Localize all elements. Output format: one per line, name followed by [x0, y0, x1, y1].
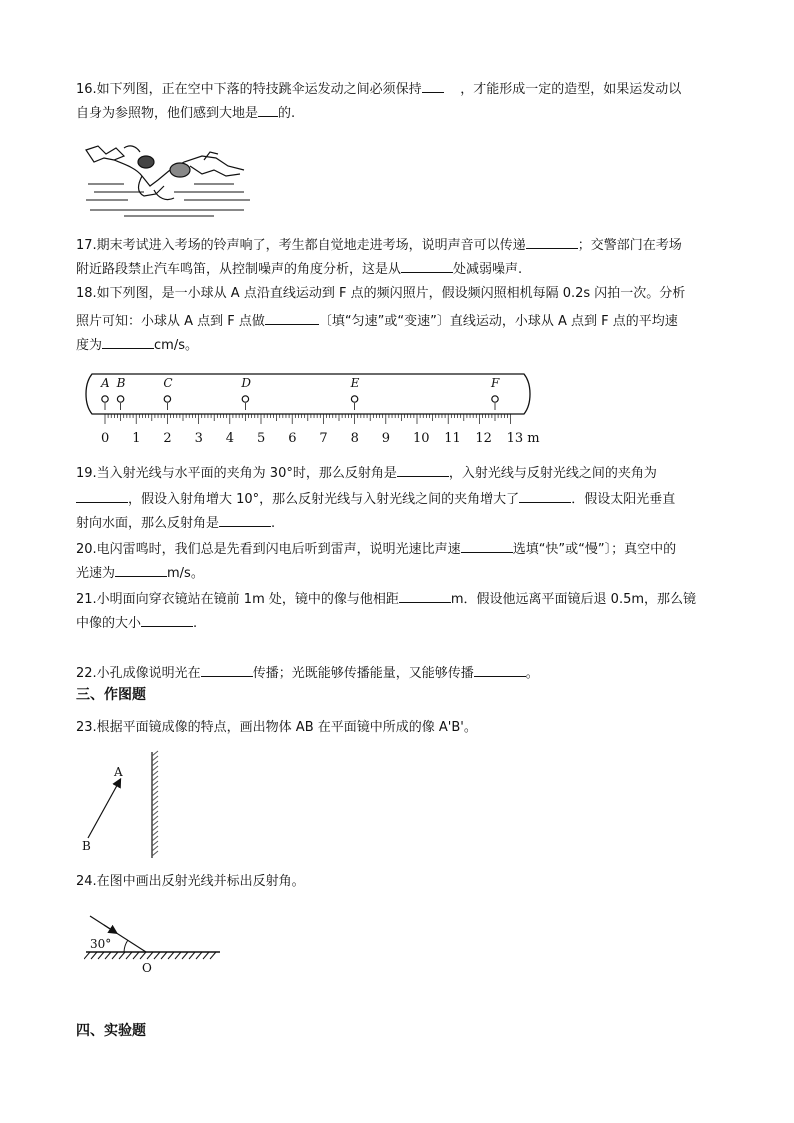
- ruler-tick-label: 3: [194, 431, 203, 446]
- ruler-tick-label: 9: [381, 431, 391, 446]
- surface-hatch-line: [91, 952, 97, 959]
- point-label: C: [163, 376, 173, 390]
- q17-line1: 17.期末考试进入考场的铃声响了，考生都自觉地走进考场，说明声音可以传递 ；交警部门在考场: [76, 238, 682, 253]
- q16-line1: 16.如下列图，正在空中下落的特技跳伞运发动之间必须保持 ，才能形成一定的造型，如果运发动以: [76, 82, 682, 97]
- point-label: D: [241, 376, 252, 390]
- point-label: F: [491, 376, 500, 390]
- answer-blank[interactable]: [201, 664, 253, 677]
- q24-text: 24.在图中画出反射光线并标出反射角。: [76, 874, 305, 889]
- q19-line2: ，假设入射角增大 10°，那么反射光线与入射光线之间的夹角增大了 ．假设太阳光垂直: [76, 490, 675, 508]
- mirror-hatch-line: [152, 836, 158, 841]
- q19-line1: 19.当入射光线与水平面的夹角为 30°时，那么反射角是 ，入射光线与反射光线之间的夹角为: [76, 466, 657, 481]
- answer-blank[interactable]: [219, 514, 271, 527]
- reflection-figure: [84, 912, 224, 976]
- surface-hatch-line: [161, 952, 167, 959]
- surface-hatch-line: [133, 952, 139, 959]
- q20-line1: 20.电闪雷鸣时，我们总是先看到闪电后听到雷声，说明光速比声速 选填“快”或“慢”〕；真空中的: [76, 542, 677, 557]
- answer-blank[interactable]: [115, 564, 167, 577]
- mirror-hatch-line: [152, 781, 158, 786]
- mirror-hatch-line: [152, 771, 158, 776]
- ruler-tick-label: 2: [163, 431, 172, 446]
- q21-line2: 中像的大小 .: [76, 616, 198, 631]
- ball-point-e: [351, 396, 357, 402]
- ball-point-c: [164, 396, 170, 402]
- ruler-tick-label: 0: [101, 431, 110, 446]
- angle-arc: [124, 940, 128, 952]
- answer-blank[interactable]: [265, 312, 319, 325]
- answer-blank[interactable]: [474, 664, 526, 677]
- plane-mirror-figure: [76, 750, 166, 862]
- mirror-hatch-line: [152, 826, 158, 831]
- surface-hatch-line: [119, 952, 125, 959]
- q18-line3: 度为 cm/s。: [76, 338, 198, 353]
- surface-hatch-line: [105, 952, 111, 959]
- ball-point-a: [102, 396, 108, 402]
- answer-blank[interactable]: [422, 80, 444, 93]
- q23-text: 23.根据平面镜成像的特点，画出物体 AB 在平面镜中所成的像 A'B'。: [76, 720, 477, 735]
- surface-hatch-line: [203, 952, 209, 959]
- q21-line1: 21.小明面向穿衣镜站在镜前 1m 处，镜中的像与他相距 m．假设他远离平面镜后退 0.5m，那么镜: [76, 592, 697, 607]
- ruler-tick-label: 4: [225, 431, 235, 446]
- mirror-hatch-line: [152, 811, 158, 816]
- mirror-hatch-line: [152, 751, 158, 756]
- mirror-hatch-line: [152, 821, 158, 826]
- answer-blank[interactable]: [102, 336, 154, 349]
- surface-hatch-line: [196, 952, 202, 959]
- point-o-label: O: [142, 961, 152, 975]
- skydivers-illustration: [84, 140, 252, 220]
- mirror-hatch-line: [152, 756, 158, 761]
- mirror-hatch-line: [152, 766, 158, 771]
- surface-hatch-line: [182, 952, 188, 959]
- q22-line: 22.小孔成像说明光在 传播；光既能够传播能量，又能够传播 。: [76, 666, 539, 681]
- answer-blank[interactable]: [397, 464, 449, 477]
- section-heading: 四、实验题: [76, 1023, 146, 1039]
- mirror-hatch-line: [152, 851, 158, 856]
- point-label: A: [101, 376, 110, 390]
- q16-line2: 自身为参照物，他们感到大地是 的.: [76, 106, 296, 121]
- mirror-hatch-line: [152, 786, 158, 791]
- surface-hatch-line: [210, 952, 216, 959]
- mirror-hatch-line: [152, 796, 158, 801]
- mirror-hatch-line: [152, 831, 158, 836]
- ruler-tick-label: 7: [319, 431, 328, 446]
- answer-blank[interactable]: [526, 236, 578, 249]
- mirror-hatch-line: [152, 806, 158, 811]
- ruler-tick-label: 12: [475, 431, 492, 446]
- ruler-tick-label: 6: [288, 431, 297, 446]
- surface-hatch-line: [189, 952, 195, 959]
- surface-hatch-line: [175, 952, 181, 959]
- q17-line2: 附近路段禁止汽车鸣笛，从控制噪声的角度分析，这是从 处减弱噪声.: [76, 262, 523, 277]
- surface-hatch-line: [84, 952, 90, 959]
- ruler-tick-label: 1: [132, 431, 141, 446]
- q20-line2: 光速为 m/s。: [76, 566, 204, 581]
- surface-hatch-line: [140, 952, 146, 959]
- surface-hatch-line: [168, 952, 174, 959]
- ruler-tick-label: 8: [350, 431, 359, 446]
- answer-blank[interactable]: [461, 540, 513, 553]
- mirror-hatch-line: [152, 841, 158, 846]
- stroboscopic-ruler-figure: [84, 370, 544, 450]
- surface-hatch-line: [154, 952, 160, 959]
- ruler-tick-label: 13 m: [506, 431, 540, 446]
- label-a: A: [114, 765, 123, 779]
- mirror-hatch-line: [152, 846, 158, 851]
- incident-ray-arrow: [104, 925, 116, 933]
- point-label: E: [350, 376, 360, 390]
- surface-hatch-line: [112, 952, 118, 959]
- angle-label: 30°: [90, 937, 112, 951]
- mirror-hatch-line: [152, 801, 158, 806]
- mirror-hatch-line: [152, 816, 158, 821]
- ruler-tick-label: 11: [444, 431, 461, 446]
- mirror-hatch-line: [152, 761, 158, 766]
- object-ab-arrow: [88, 780, 120, 838]
- section-heading: 三、作图题: [76, 687, 146, 703]
- ball-point-f: [492, 396, 498, 402]
- label-b: B: [82, 839, 91, 853]
- q18-line1: 18.如下列图，是一小球从 A 点沿直线运动到 F 点的频闪照片，假设频闪照相机每隔 0.2s 闪拍一次。分析: [76, 286, 686, 301]
- q18-line2: 照片可知：小球从 A 点到 F 点做 〔填“匀速”或“变速”〕直线运动，小球从 A 点到 F 点的平均速: [76, 314, 678, 329]
- surface-hatch-line: [98, 952, 104, 959]
- ball-point-b: [117, 396, 123, 402]
- answer-blank[interactable]: [76, 490, 128, 503]
- point-label: B: [116, 376, 126, 390]
- ruler-tick-label: 5: [257, 431, 266, 446]
- surface-hatch-line: [126, 952, 132, 959]
- answer-blank[interactable]: [141, 614, 193, 627]
- answer-blank[interactable]: [401, 260, 453, 273]
- ruler-tick-label: 10: [413, 431, 430, 446]
- answer-blank[interactable]: [258, 104, 278, 117]
- surface-hatch-line: [147, 952, 153, 959]
- answer-blank[interactable]: [519, 490, 571, 503]
- mirror-hatch-line: [152, 791, 158, 796]
- ball-point-d: [242, 396, 248, 402]
- q19-line3: 射向水面，那么反射角是 .: [76, 516, 276, 531]
- mirror-hatch-line: [152, 776, 158, 781]
- answer-blank[interactable]: [399, 590, 451, 603]
